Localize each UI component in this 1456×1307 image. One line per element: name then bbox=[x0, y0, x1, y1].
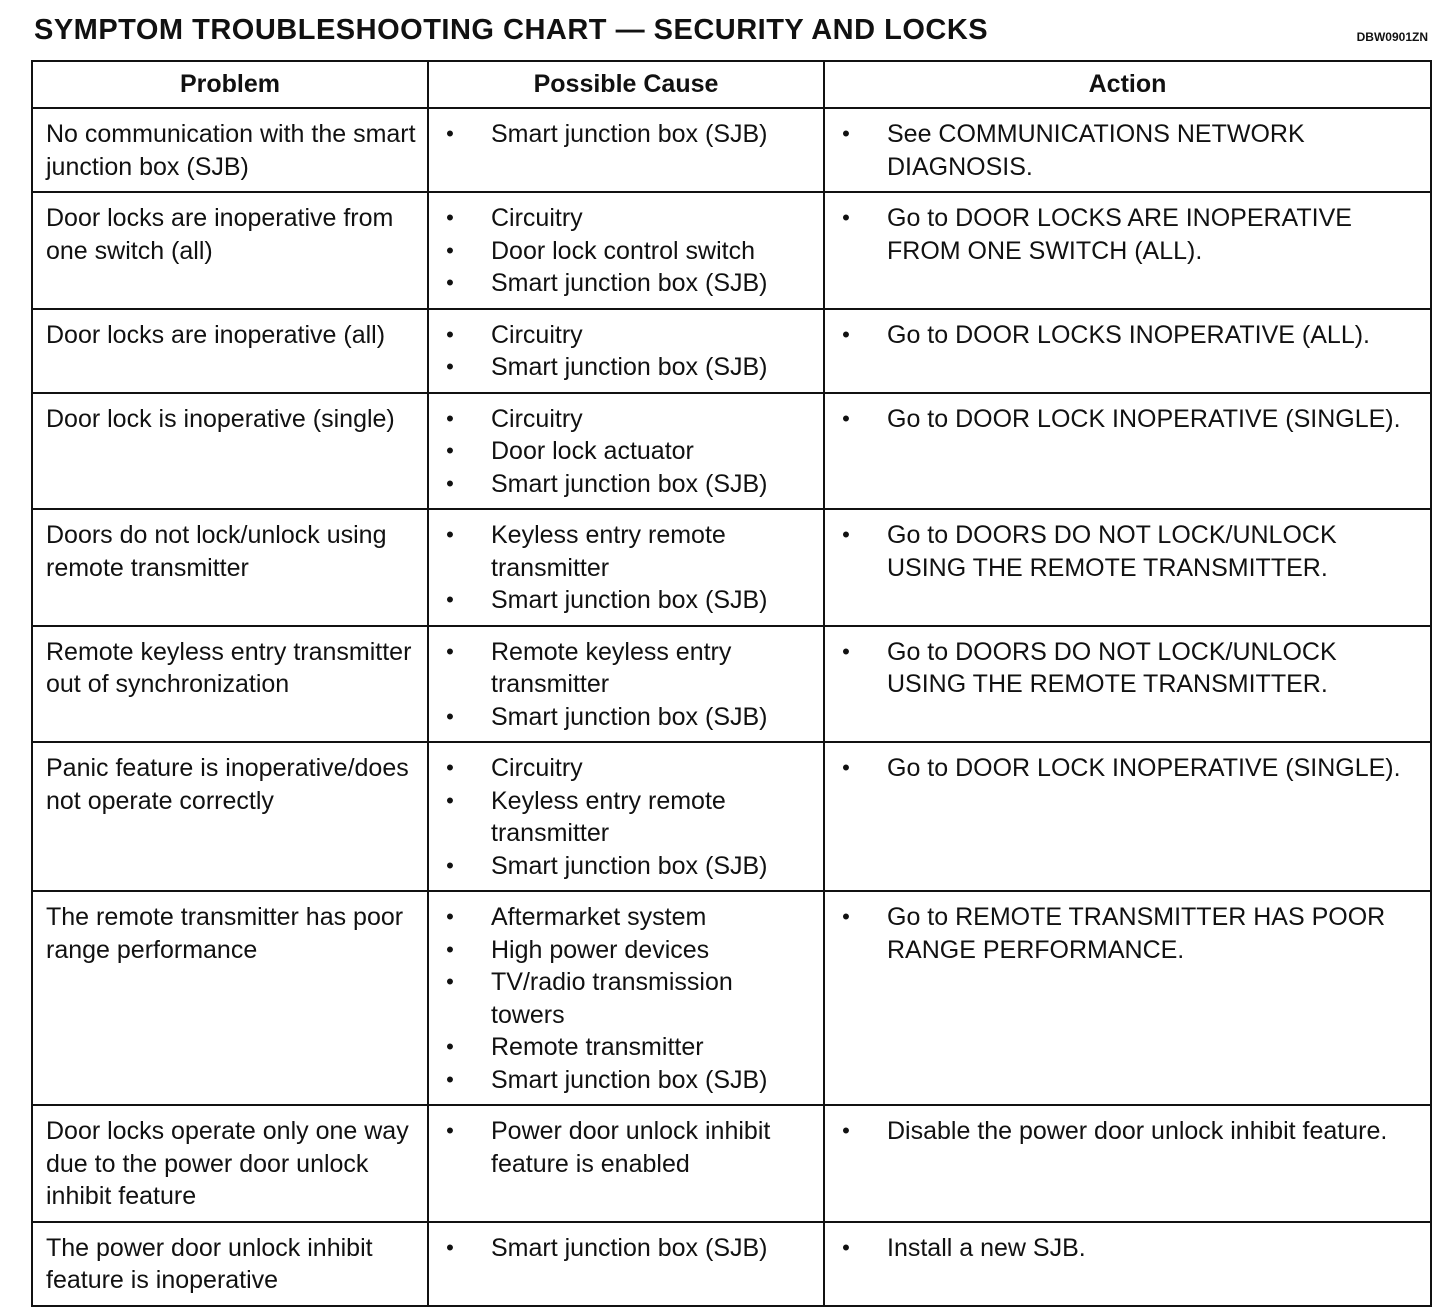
action-item bbox=[839, 118, 1420, 183]
possible-cause-list bbox=[443, 1115, 813, 1180]
action-list bbox=[839, 519, 1420, 584]
cause-item bbox=[443, 966, 813, 1031]
problem-cell: Door lock is inoperative (single) bbox=[32, 393, 428, 510]
action-item bbox=[839, 901, 1420, 966]
bullet-icon: • bbox=[446, 969, 454, 994]
bullet-icon: • bbox=[446, 755, 454, 780]
possible-cause-list bbox=[443, 901, 813, 1096]
cause-item-text: Circuitry bbox=[491, 320, 583, 349]
table-row bbox=[32, 1105, 1431, 1222]
possible-cause-list bbox=[443, 403, 813, 501]
cause-item-text: Door lock control switch bbox=[491, 236, 755, 265]
cause-item bbox=[443, 1232, 813, 1265]
cause-item bbox=[443, 435, 813, 468]
table-row bbox=[32, 393, 1431, 510]
cause-item bbox=[443, 267, 813, 300]
cause-item-text: Circuitry bbox=[491, 204, 583, 232]
cause-item-text: Keyless entry remote transmitter bbox=[491, 786, 726, 847]
problem-cell: Remote keyless entry transmitter out of synchronization bbox=[32, 626, 428, 743]
action-list bbox=[839, 118, 1420, 183]
possible-cause-list bbox=[443, 752, 813, 882]
cause-item-text: Aftermarket system bbox=[491, 903, 707, 931]
cause-item-text: Door lock actuator bbox=[491, 437, 694, 465]
cause-item bbox=[443, 584, 813, 617]
header-possible-cause: Possible Cause bbox=[428, 61, 824, 108]
bullet-icon: • bbox=[446, 587, 454, 612]
possible-cause-list bbox=[443, 636, 813, 734]
action-cell bbox=[824, 742, 1431, 891]
bullet-icon: • bbox=[446, 936, 454, 962]
action-item bbox=[839, 1232, 1420, 1265]
action-item-text: Go to DOOR LOCK INOPERATIVE (SINGLE). bbox=[887, 754, 1401, 782]
cause-item-text: Remote transmitter bbox=[491, 1033, 704, 1061]
action-item bbox=[839, 519, 1420, 584]
action-item bbox=[839, 403, 1420, 436]
action-cell bbox=[824, 626, 1431, 743]
action-list bbox=[839, 901, 1420, 966]
possible-cause-list bbox=[443, 1232, 813, 1265]
table-row bbox=[32, 742, 1431, 891]
bullet-icon: • bbox=[842, 522, 850, 547]
cause-item bbox=[443, 351, 813, 384]
possible-cause-list bbox=[443, 202, 813, 300]
problem-cell: Door locks are inoperative from one switch (all) bbox=[32, 192, 428, 309]
cause-item bbox=[443, 701, 813, 734]
action-cell bbox=[824, 1105, 1431, 1222]
bullet-icon: • bbox=[842, 1234, 850, 1260]
bullet-icon: • bbox=[446, 354, 454, 379]
action-item-text: Go to REMOTE TRANSMITTER HAS POOR RANGE PERFORMANCE. bbox=[887, 903, 1386, 964]
possible-cause-cell bbox=[428, 509, 824, 626]
action-cell bbox=[824, 1222, 1431, 1306]
cause-item bbox=[443, 118, 813, 151]
possible-cause-cell bbox=[428, 192, 824, 309]
possible-cause-cell bbox=[428, 108, 824, 192]
bullet-icon: • bbox=[842, 121, 850, 146]
action-item bbox=[839, 202, 1420, 267]
cause-item-text: Smart junction box (SJB) bbox=[491, 469, 768, 498]
bullet-icon: • bbox=[446, 703, 454, 729]
bullet-icon: • bbox=[446, 438, 454, 463]
action-item-text: Go to DOOR LOCKS INOPERATIVE (ALL). bbox=[887, 320, 1370, 349]
possible-cause-list bbox=[443, 519, 813, 617]
bullet-icon: • bbox=[446, 852, 454, 878]
cause-item bbox=[443, 202, 813, 235]
action-item bbox=[839, 636, 1420, 701]
cause-item bbox=[443, 1115, 813, 1180]
table-header-row bbox=[32, 61, 1431, 108]
action-list bbox=[839, 636, 1420, 701]
cause-item-text: Smart junction box (SJB) bbox=[491, 851, 768, 880]
bullet-icon: • bbox=[446, 205, 454, 230]
action-cell bbox=[824, 192, 1431, 309]
table-row bbox=[32, 1222, 1431, 1306]
cause-item-text: High power devices bbox=[491, 935, 710, 964]
table-row bbox=[32, 509, 1431, 626]
cause-item bbox=[443, 850, 813, 883]
possible-cause-list bbox=[443, 118, 813, 151]
possible-cause-cell bbox=[428, 309, 824, 393]
header-problem: Problem bbox=[32, 61, 428, 108]
cause-item bbox=[443, 901, 813, 934]
action-item-text: Go to DOORS DO NOT LOCK/UNLOCK USING THE REMOTE TRANSMITTER. bbox=[887, 521, 1337, 582]
cause-item-text: TV/radio transmission towers bbox=[491, 968, 733, 1029]
action-item-text: See COMMUNICATIONS NETWORK DIAGNOSIS. bbox=[887, 120, 1305, 181]
cause-item bbox=[443, 319, 813, 352]
cause-item-text: Keyless entry remote transmitter bbox=[491, 521, 726, 582]
action-cell bbox=[824, 393, 1431, 510]
cause-item bbox=[443, 403, 813, 436]
cause-item-text: Smart junction box (SJB) bbox=[491, 586, 768, 614]
action-item bbox=[839, 752, 1420, 785]
action-list bbox=[839, 202, 1420, 267]
cause-item-text: Smart junction box (SJB) bbox=[491, 353, 768, 381]
table-row bbox=[32, 108, 1431, 192]
cause-item-text: Circuitry bbox=[491, 404, 583, 433]
bullet-icon: • bbox=[446, 270, 454, 295]
action-item-text: Go to DOOR LOCK INOPERATIVE (SINGLE). bbox=[887, 404, 1401, 433]
action-item-text: Disable the power door unlock inhibit feature. bbox=[887, 1117, 1388, 1145]
problem-cell: No communication with the smart junction box (SJB) bbox=[32, 108, 428, 192]
action-list bbox=[839, 403, 1420, 436]
cause-item-text: Remote keyless entry transmitter bbox=[491, 637, 732, 698]
action-item-text: Install a new SJB. bbox=[887, 1233, 1086, 1262]
troubleshooting-table bbox=[31, 60, 1432, 1307]
bullet-icon: • bbox=[842, 1118, 850, 1143]
bullet-icon: • bbox=[446, 522, 454, 547]
action-item-text: Go to DOOR LOCKS ARE INOPERATIVE FROM ONE SWITCH (ALL). bbox=[887, 204, 1352, 265]
action-cell bbox=[824, 509, 1431, 626]
bullet-icon: • bbox=[446, 237, 454, 263]
bullet-icon: • bbox=[842, 638, 850, 664]
possible-cause-cell bbox=[428, 1105, 824, 1222]
action-item-text: Go to DOORS DO NOT LOCK/UNLOCK USING THE REMOTE TRANSMITTER. bbox=[887, 637, 1337, 698]
bullet-icon: • bbox=[842, 205, 850, 230]
action-cell bbox=[824, 309, 1431, 393]
bullet-icon: • bbox=[446, 1066, 454, 1092]
problem-cell: The power door unlock inhibit feature is inoperative bbox=[32, 1222, 428, 1306]
cause-item-text: Smart junction box (SJB) bbox=[491, 120, 768, 148]
table-row bbox=[32, 309, 1431, 393]
problem-cell: Doors do not lock/unlock using remote transmitter bbox=[32, 509, 428, 626]
action-list bbox=[839, 319, 1420, 352]
cause-item bbox=[443, 1064, 813, 1097]
bullet-icon: • bbox=[446, 1118, 454, 1143]
problem-cell: Door locks operate only one way due to the power door unlock inhibit feature bbox=[32, 1105, 428, 1222]
cause-item bbox=[443, 519, 813, 584]
header-action: Action bbox=[824, 61, 1431, 108]
cause-item-text: Smart junction box (SJB) bbox=[491, 269, 768, 297]
bullet-icon: • bbox=[446, 1234, 454, 1260]
possible-cause-cell bbox=[428, 891, 824, 1105]
bullet-icon: • bbox=[842, 755, 850, 780]
cause-item-text: Power door unlock inhibit feature is enabled bbox=[491, 1117, 771, 1178]
bullet-icon: • bbox=[446, 321, 454, 347]
bullet-icon: • bbox=[446, 787, 454, 813]
possible-cause-cell bbox=[428, 742, 824, 891]
bullet-icon: • bbox=[842, 904, 850, 929]
cause-item bbox=[443, 468, 813, 501]
action-list bbox=[839, 752, 1420, 785]
cause-item bbox=[443, 1031, 813, 1064]
cause-item bbox=[443, 785, 813, 850]
bullet-icon: • bbox=[842, 405, 850, 431]
action-item bbox=[839, 1115, 1420, 1148]
problem-cell: Panic feature is inoperative/does not operate correctly bbox=[32, 742, 428, 891]
possible-cause-cell bbox=[428, 1222, 824, 1306]
problem-cell: Door locks are inoperative (all) bbox=[32, 309, 428, 393]
bullet-icon: • bbox=[446, 405, 454, 431]
cause-item bbox=[443, 934, 813, 967]
action-list bbox=[839, 1115, 1420, 1148]
table-body bbox=[32, 108, 1431, 1306]
cause-item-text: Smart junction box (SJB) bbox=[491, 702, 768, 731]
cause-item bbox=[443, 636, 813, 701]
cause-item-text: Circuitry bbox=[491, 754, 583, 782]
table-row bbox=[32, 891, 1431, 1105]
action-cell bbox=[824, 891, 1431, 1105]
possible-cause-list bbox=[443, 319, 813, 384]
table-row bbox=[32, 626, 1431, 743]
action-cell bbox=[824, 108, 1431, 192]
table-row bbox=[32, 192, 1431, 309]
bullet-icon: • bbox=[446, 638, 454, 664]
action-item bbox=[839, 319, 1420, 352]
document-code: DBW0901ZN bbox=[1356, 30, 1428, 44]
page-title: SYMPTOM TROUBLESHOOTING CHART — SECURITY AND LOCKS bbox=[34, 14, 989, 46]
bullet-icon: • bbox=[446, 470, 454, 496]
bullet-icon: • bbox=[446, 1034, 454, 1059]
bullet-icon: • bbox=[446, 904, 454, 929]
cause-item-text: Smart junction box (SJB) bbox=[491, 1065, 768, 1094]
possible-cause-cell bbox=[428, 626, 824, 743]
cause-item-text: Smart junction box (SJB) bbox=[491, 1233, 768, 1262]
bullet-icon: • bbox=[842, 321, 850, 347]
bullet-icon: • bbox=[446, 121, 454, 146]
problem-cell: The remote transmitter has poor range performance bbox=[32, 891, 428, 1105]
cause-item bbox=[443, 235, 813, 268]
possible-cause-cell bbox=[428, 393, 824, 510]
cause-item bbox=[443, 752, 813, 785]
action-list bbox=[839, 1232, 1420, 1265]
